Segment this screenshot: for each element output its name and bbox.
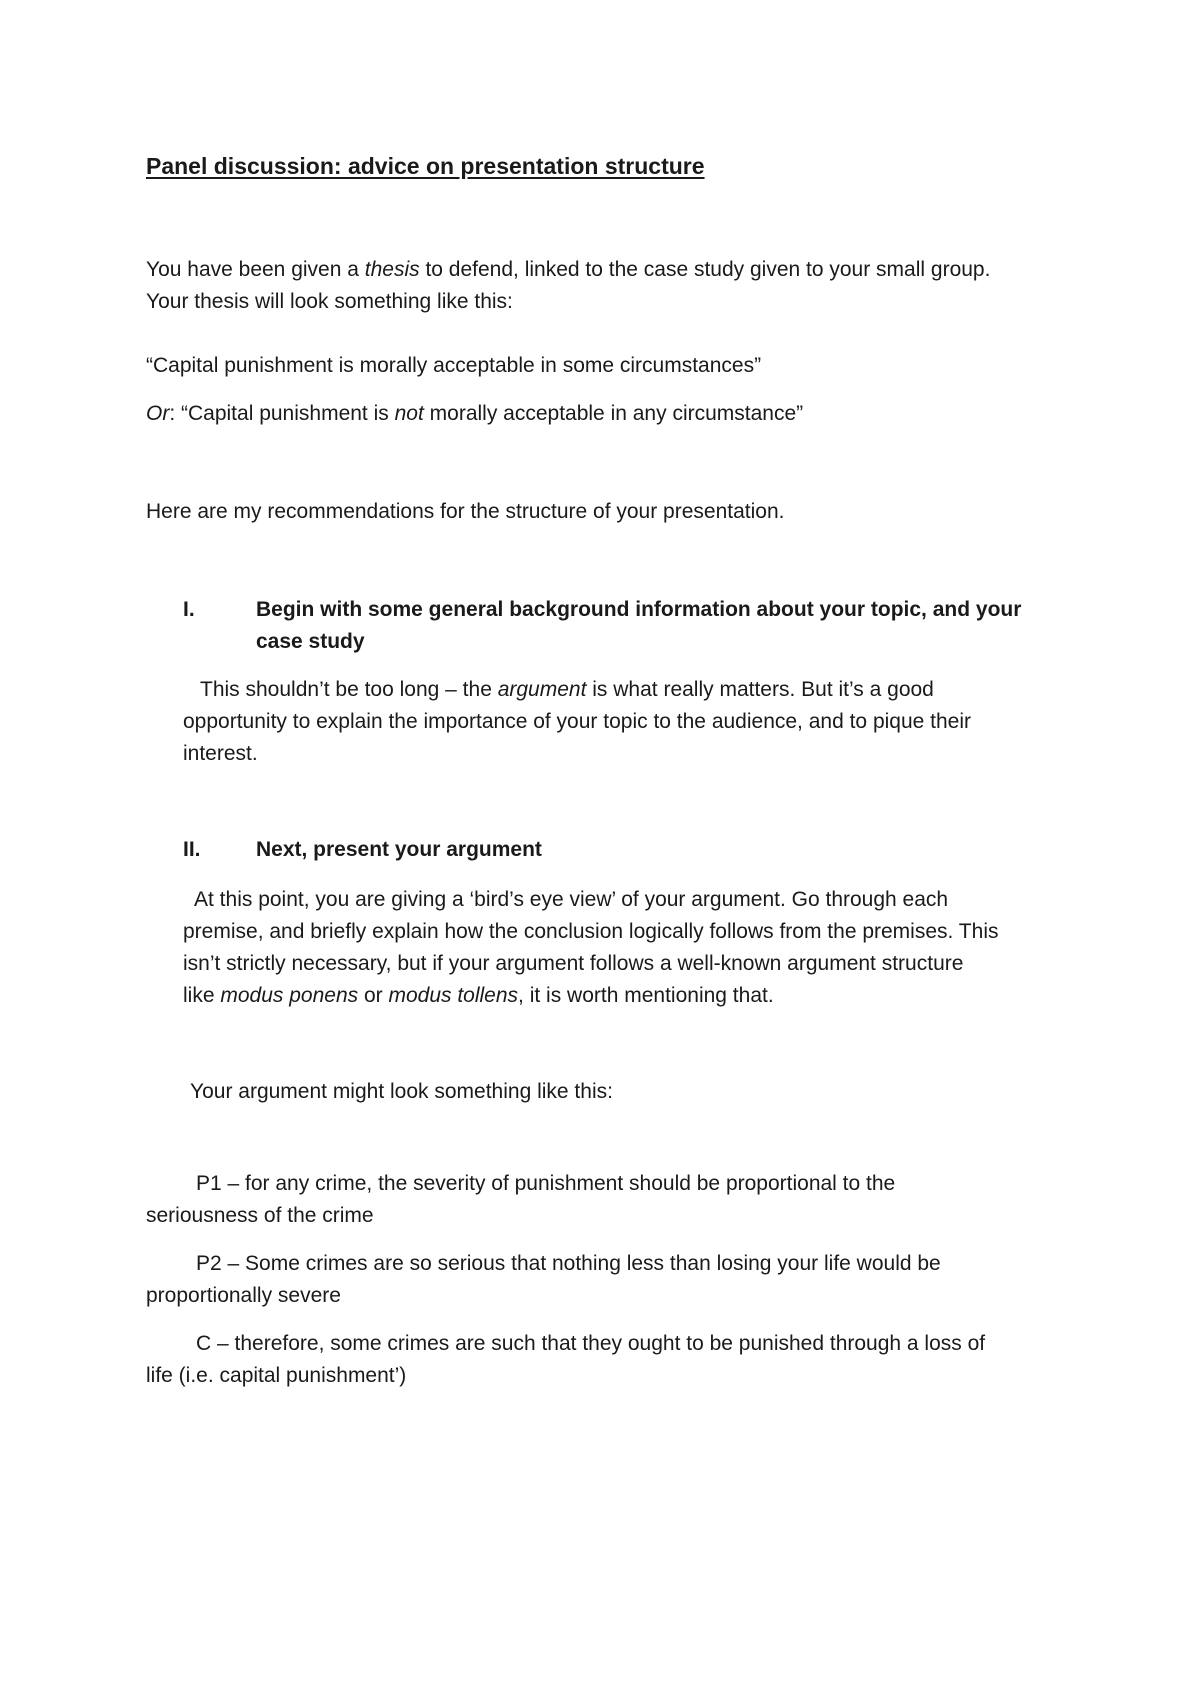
premise-2: P2 – Some crimes are so serious that nothing less than losing your life would be <box>196 1252 941 1275</box>
section-2-body-line-2: premise, and briefly explain how the conclusion logically follows from the premises. This <box>183 920 999 943</box>
intro-text: You have been given a <box>146 258 365 281</box>
section-1-text: is what really matters. But it’s a good <box>586 678 934 701</box>
intro-line-1 <box>146 254 990 286</box>
thesis-or: Or <box>146 402 170 425</box>
intro-emphasis: thesis <box>364 258 420 281</box>
section-1-body-line-1 <box>200 674 934 706</box>
section-2-numeral: II. <box>183 838 201 861</box>
thesis-example-1: “Capital punishment is morally acceptable in some circumstances” <box>146 354 762 377</box>
section-1-body-line-2: opportunity to explain the importance of your topic to the audience, and to pique their <box>183 710 972 733</box>
section-2-text: or <box>358 984 389 1007</box>
section-1-heading-cont: case study <box>256 630 365 653</box>
premise-2-cont: proportionally severe <box>146 1284 341 1307</box>
recommendations-intro: Here are my recommendations for the structure of your presentation. <box>146 500 785 523</box>
intro-text: to defend, linked to the case study given to your small group. <box>419 258 991 281</box>
modus-ponens: modus ponens <box>220 984 359 1007</box>
conclusion: C – therefore, some crimes are such that they ought to be punished through a loss of <box>196 1332 986 1355</box>
section-1-heading: Begin with some general background information about your topic, and your <box>256 598 1022 621</box>
premise-1-cont: seriousness of the crime <box>146 1204 374 1227</box>
section-1-text: This shouldn’t be too long – the <box>200 678 498 701</box>
section-1-numeral: I. <box>183 598 195 621</box>
section-1-emphasis: argument <box>497 678 587 701</box>
thesis-text: : “Capital punishment is <box>169 402 395 425</box>
thesis-text: morally acceptable in any circumstance” <box>423 402 804 425</box>
page-title: Panel discussion: advice on presentation structure <box>146 153 705 179</box>
section-2-heading: Next, present your argument <box>256 838 542 861</box>
section-2-body-line-3: isn’t strictly necessary, but if your argument follows a well-known argument structure <box>183 952 964 975</box>
section-2-body-line-1: At this point, you are giving a ‘bird’s eye view’ of your argument. Go through each <box>194 888 949 911</box>
section-2-text: like <box>183 984 221 1007</box>
intro-line-2: Your thesis will look something like this: <box>146 290 513 313</box>
thesis-example-2 <box>146 398 803 430</box>
modus-tollens: modus tollens <box>388 984 519 1007</box>
section-2-body-line-4 <box>183 980 774 1012</box>
section-2-text: , it is worth mentioning that. <box>518 984 774 1007</box>
premise-1: P1 – for any crime, the severity of punishment should be proportional to the <box>196 1172 896 1195</box>
thesis-emphasis: not <box>394 402 424 425</box>
section-1-body-line-3: interest. <box>183 742 258 765</box>
argument-example-intro: Your argument might look something like this: <box>190 1080 613 1103</box>
conclusion-cont: life (i.e. capital punishment’) <box>146 1364 407 1387</box>
